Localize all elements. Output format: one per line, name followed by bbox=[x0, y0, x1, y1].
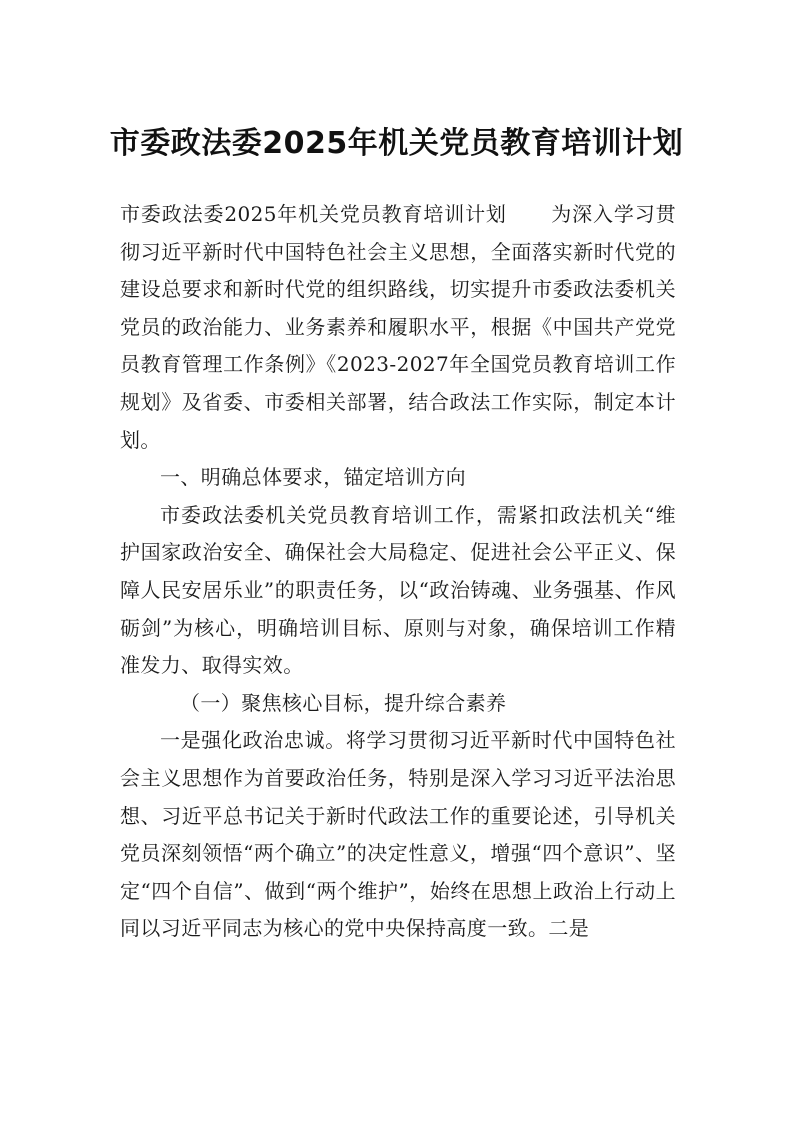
intro-body: 为深入学习贯彻习近平新时代中国特色社会主义思想，全面落实新时代党的建设总要求和新时代党的组织路线，切实提升市委政法委机关党员的政治能力、业务素养和履职水平，根据《中国共产党党员教育管理工作条例》《2023-2027年全国党员教育培训工作规划》及省委、市委相关部署，结合政法工作实际，制定本计划。 bbox=[120, 202, 677, 452]
section-heading: 一、明确总体要求，锚定培训方向 bbox=[160, 465, 466, 490]
subsection-heading: （一）聚焦核心目标，提升综合素养 bbox=[180, 690, 507, 715]
document-title: 市委政法委2025年机关党员教育培训计划 bbox=[109, 126, 684, 161]
subsection-paragraph: 一是强化政治忠诚。将学习贯彻习近平新时代中国特色社会主义思想作为首要政治任务，特别是深入学习习近平法治思想、习近平总书记关于新时代政法工作的重要论述，引导机关党员深刻领悟“两个确立”的决定性意义，增强“四个意识”、坚定“四个自信”、做到“两个维护”，始终在思想上政治上行动上同以习近平同志为核心的党中央保持高度一致。二是 bbox=[120, 728, 676, 941]
intro-paragraph bbox=[120, 196, 676, 459]
intro-lead: 市委政法委2025年机关党员教育培训计划 bbox=[120, 202, 507, 226]
section-paragraph: 市委政法委机关党员教育培训工作，需紧扣政法机关“维护国家政治安全、确保社会大局稳定、促进社会公平正义、保障人民安居乐业”的职责任务，以“政治铸魂、业务强基、作风砺剑”为核心，明确培训目标、原则与对象，确保培训工作精准发力、取得实效。 bbox=[120, 502, 676, 678]
document-body bbox=[120, 196, 676, 948]
